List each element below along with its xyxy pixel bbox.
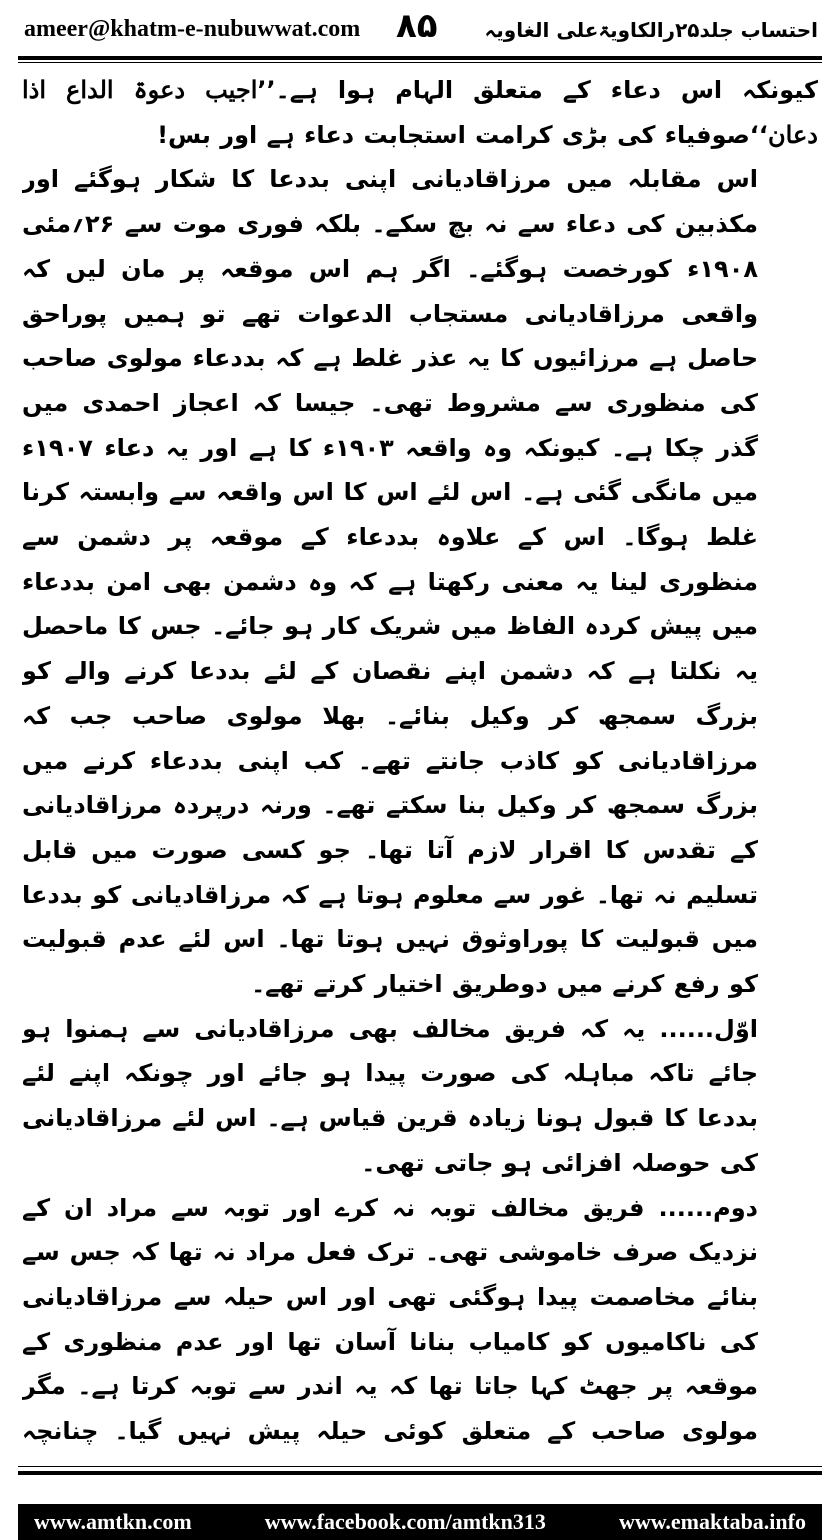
p3-label: اوّل......: [659, 1014, 759, 1043]
header-email: ameer@khatm-e-nubuwwat.com: [24, 16, 361, 42]
footer-link-facebook[interactable]: www.facebook.com/amtkn313: [264, 1509, 546, 1534]
footer-link-emaktaba[interactable]: www.emaktaba.info: [618, 1509, 806, 1534]
p4-label: دوم......: [658, 1193, 758, 1222]
p4-text: فریق مخالف توبہ نہ کرے اور توبہ سے مراد ان کے نزدیک صرف خاموشی تھی۔ ترک فعل مراد نہ تھا کہ جس سے بنائے مخاصمت پیدا ہوگئی تھی اور اس حیلہ سے مرزاقادیانی کی ناکامیوں کو کامیاب بنانا آسان تھا اور عدم منظوری کے موقعہ پر جھٹ کہا جاتا تھا کہ یہ اندر سے توبہ کرتا ہے۔ مگر مولوی صاحب کے متعلق کوئی حیلہ پیش نہیں گیا۔ چنانچہ: [22, 1193, 758, 1446]
paragraph-2: اس مقابلہ میں مرزاقادیانی اپنی بددعا کا شکار ہوگئے اور مکذبین کی دعاء سے نہ بچ سکے۔ بلکہ فوری موت سے ۲۶؍مئی ۱۹۰۸ء کورخصت ہوگئے۔ اگر ہم اس موقعہ پر مان لیں کہ واقعی مرزاقادیانی مستجاب الدعوات تھے تو ہمیں پوراحق حاصل ہے مرزائیوں کا یہ عذر غلط ہے کہ بددعاء مولوی صاحب کی منظوری سے مشروط تھی۔ جیسا کہ اعجاز احمدی میں گذر چکا ہے۔ کیونکہ وہ واقعہ ۱۹۰۳ء کا ہے اور یہ دعاء ۱۹۰۷ء میں مانگی گئی ہے۔ اس لئے اس کا اس واقعہ سے وابستہ کرنا غلط ہوگا۔ اس کے علاوہ بددعاء کے موقعہ پر دشمن سے منظوری لینا یہ معنی رکھتا ہے کہ وہ دشمن بھی امن بددعاء میں پیش کردہ الفاظ میں شریک کار ہو جائے۔ جس کا ماحصل یہ نکلتا ہے کہ دشمن اپنے نقصان کے لئے بددعا کرنے والے کو بزرگ سمجھ کر وکیل بنائے۔ بھلا مولوی صاحب جب کہ مرزاقادیانی کو کاذب جانتے تھے۔ کب اپنی بددعاء کرنے میں بزرگ سمجھ کر وکیل بنا سکتے تھے۔ ورنہ درپردہ مرزاقادیانی کے تقدس کا اقرار لازم آتا تھا۔ جو کسی صورت میں قابل تسلیم نہ تھا۔ غور سے معلوم ہوتا ہے کہ مرزاقادیانی کو بددعا میں قبولیت کا پوراوثوق نہیں ہوتا تھا۔ اس لئے عدم قبولیت کو رفع کرنے میں دوطریق اختیار کرتے تھے۔: [22, 165, 758, 999]
footer-link-amtkn[interactable]: www.amtkn.com: [34, 1509, 192, 1534]
p1-start: کیونکہ اس دعاء کے متعلق الہام ہوا ہے۔’’: [257, 76, 818, 104]
paragraph-1: [22, 68, 818, 157]
header-rule-thin: [18, 62, 822, 63]
footer-bar: [18, 1504, 822, 1540]
footer-rule-thick: [18, 1471, 822, 1475]
p3-text: یہ کہ فریق مخالف بھی مرزاقادیانی سے ہمنوا ہو جائے تاکہ مباہلہ کی صورت پیدا ہو جائے اور چونکہ اپنے لئے بددعا کا قبول ہونا زیادہ قرین قیاس ہے۔ اس لئے مرزاقادیانی کی حوصلہ افزائی ہو جاتی تھی۔: [22, 1014, 758, 1177]
page-body: [22, 68, 818, 1456]
header-rule-thick: [18, 56, 822, 60]
book-title: احتساب جلد۲۵رالکاویۃعلی الغاویہ: [484, 18, 818, 42]
paragraph-3: [22, 1007, 818, 1186]
page-number: ۸۵: [396, 6, 438, 46]
p1-end: ‘‘صوفیاء کی بڑی کرامت استجابت دعاء ہے اور بس!: [157, 120, 769, 149]
arabic-quote: اجیب دعوۃ الداع اذا دعان: [22, 75, 818, 149]
paragraph-4: [22, 1186, 818, 1456]
page-header: [0, 0, 840, 60]
footer-rule-thin: [18, 1466, 822, 1467]
